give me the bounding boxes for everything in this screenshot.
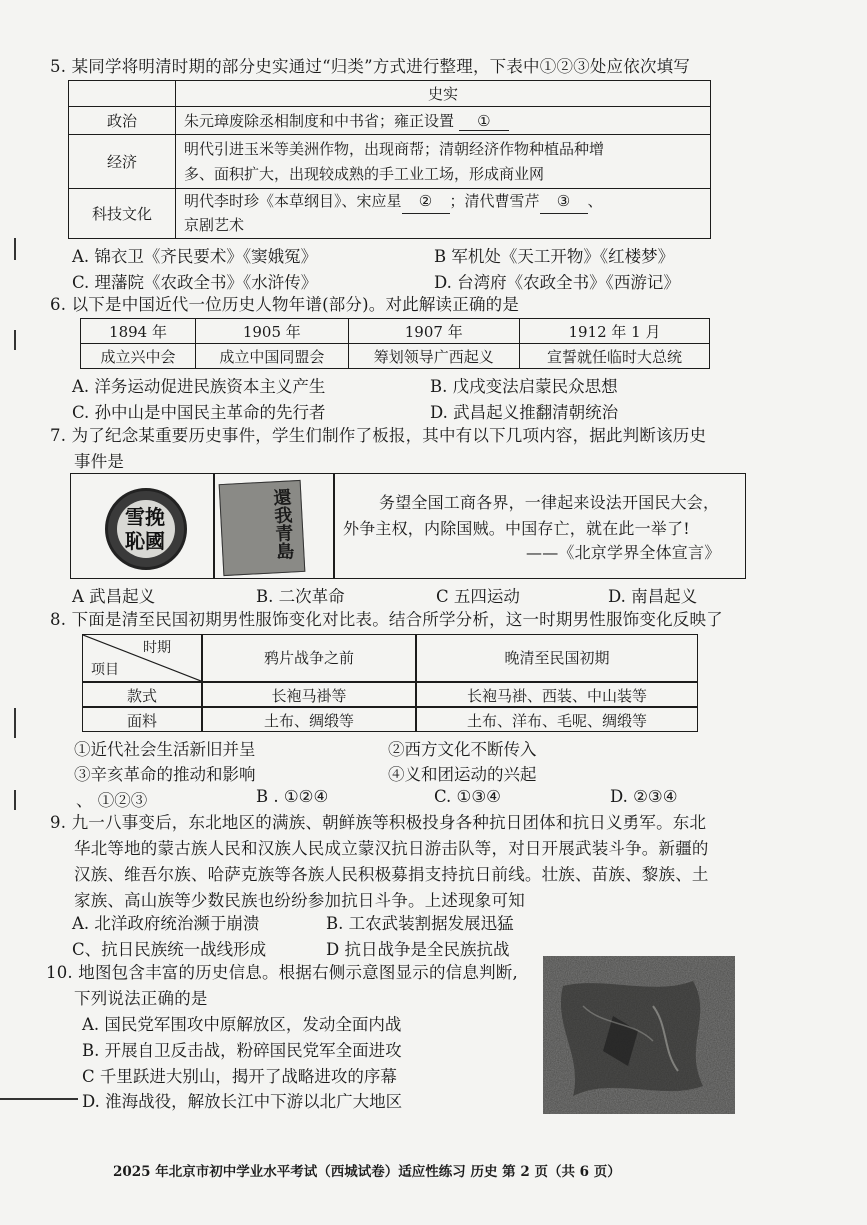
q8-cell: 土布、洋布、毛呢、绸缎等 [466, 712, 647, 730]
q8-row-label: 面料 [126, 712, 157, 730]
q8-row-label: 款式 [126, 687, 157, 705]
q8-cell: 长袍马褂等 [271, 687, 347, 705]
q10-stem: 下列说法正确的是 [74, 989, 208, 1008]
q7-quote: 外争主权，内除国贼。中国存亡，就在此一举了! [343, 519, 690, 538]
q6-year: 1905 年 [196, 319, 349, 344]
q6-event: 宣誓就任临时大总统 [519, 344, 709, 369]
q8-option-c: C. ①③④ [434, 787, 501, 806]
q8-option-a: 、 ①②③ [76, 791, 148, 810]
q7-option-d: D. 南昌起义 [608, 587, 698, 606]
q6-option-d: D. 武昌起义推翻清朝统治 [430, 403, 619, 422]
binding-mark [14, 790, 16, 810]
q10-option-d: D. 淮海战役，解放长江中下游以北广大地区 [82, 1092, 403, 1111]
q10-stem: 10. 地图包含丰富的历史信息。根据右侧示意图显示的信息判断, [46, 963, 518, 982]
q5-row-politics: 朱元璋废除丞相制度和中书省；雍正设置 ① [176, 107, 711, 135]
q6-timeline-table [80, 318, 710, 369]
q6-year: 1907 年 [348, 319, 519, 344]
q7-quote-source: ——《北京学界全体宣言》 [526, 543, 721, 562]
q7-option-a: A 武昌起义 [72, 587, 156, 606]
q8-corner-label: 项目 [91, 662, 119, 678]
q5-stem: 5. 某同学将明清时期的部分史实通过“归类”方式进行整理，下表中①②③处应依次填写 [50, 57, 691, 76]
q5-option-a: A. 锦衣卫《齐民要术》《窦娥冤》 [72, 247, 318, 266]
q7-option-c: C 五四运动 [436, 587, 520, 606]
protest-leaflet-image: 還我青島 [219, 480, 306, 576]
q8-col-header: 鸦片战争之前 [263, 649, 354, 667]
binding-mark [14, 330, 16, 350]
q5-row-label: 政治 [69, 107, 176, 135]
commemorative-badge-image: 雪挽恥國 [105, 488, 187, 570]
binding-mark [14, 708, 16, 738]
page-footer: 2025 年北京市初中学业水平考试（西城试卷）适应性练习 历史 第 2 页（共 6 页） [113, 1164, 621, 1180]
q9-stem: 家族、高山族等少数民族也纷纷参加抗日斗争。上述现象可知 [74, 891, 525, 910]
q6-option-c: C. 孙中山是中国民主革命的先行者 [72, 403, 326, 422]
q5-row-label: 经济 [69, 135, 176, 189]
q6-stem: 6. 以下是中国近代一位历史人物年谱(部分)。对此解读正确的是 [50, 295, 520, 314]
q9-option-b: B. 工农武装割据发展迅猛 [326, 914, 514, 933]
historical-map-image [543, 956, 735, 1114]
q5-option-c: C. 理藩院《农政全书》《水浒传》 [72, 273, 318, 292]
q7-stem: 事件是 [74, 452, 125, 471]
q6-event: 筹划领导广西起义 [348, 344, 519, 369]
q10-option-b: B. 开展自卫反击战，粉碎国民党军全面进攻 [82, 1041, 402, 1060]
q7-board [70, 473, 746, 579]
q7-stem: 7. 为了纪念某重要历史事件，学生们制作了板报，其中有以下几项内容，据此判断该历史 [50, 426, 707, 445]
q6-option-b: B. 戊戌变法启蒙民众思想 [430, 377, 618, 396]
cut-line [0, 1098, 78, 1100]
q6-year: 1912 年 1 月 [519, 319, 709, 344]
q9-stem: 华北等地的蒙古族人民和汉族人民成立蒙汉抗日游击队等，对日开展武装斗争。新疆的 [74, 839, 709, 858]
q7-quote: 务望全国工商各界，一律起来设法开国民大会， [379, 493, 720, 512]
q8-cell: 土布、绸缎等 [263, 712, 354, 730]
q5-table [68, 80, 711, 239]
q8-corner-label: 时期 [143, 640, 171, 656]
q8-item: ②西方文化不断传入 [388, 740, 537, 759]
q8-stem: 8. 下面是清至民国初期男性服饰变化对比表。结合所学分析，这一时期男性服饰变化反映了 [50, 610, 723, 629]
board-divider [213, 474, 215, 578]
q5-option-b: B 军机处《天工开物》《红楼梦》 [434, 247, 675, 266]
q8-col-header: 晚清至民国初期 [504, 649, 610, 667]
q8-option-b: B . ①②④ [256, 787, 329, 806]
q5-row-culture: 明代李时珍《本草纲目》、宋应星 ② ；清代曹雪芹 ③ 、 京剧艺术 [176, 189, 711, 239]
q9-option-d: D 抗日战争是全民族抗战 [326, 940, 510, 959]
q8-option-d: D. ②③④ [610, 787, 678, 806]
q8-cell: 长袍马褂、西装、中山装等 [466, 687, 647, 705]
blank-3: ③ [540, 190, 588, 214]
q9-stem: 9. 九一八事变后，东北地区的满族、朝鲜族等积极投身各种抗日团体和抗日义勇军。东北 [50, 813, 707, 832]
q6-year: 1894 年 [81, 319, 196, 344]
q10-option-a: A. 国民党军围攻中原解放区，发动全面内战 [82, 1015, 402, 1034]
q8-table [82, 634, 698, 732]
q10-option-c: C 千里跃进大别山，揭开了战略进攻的序幕 [82, 1067, 397, 1086]
q5-table-header: 史实 [176, 81, 711, 107]
q9-option-a: A. 北洋政府统治濒于崩溃 [72, 914, 260, 933]
q9-stem: 汉族、维吾尔族、哈萨克族等各族人民积极募捐支持抗日前线。壮族、苗族、黎族、土 [74, 865, 709, 884]
q5-option-d: D. 台湾府《农政全书》《西游记》 [434, 273, 680, 292]
q5-row-label: 科技文化 [69, 189, 176, 239]
q6-event: 成立中国同盟会 [196, 344, 349, 369]
binding-mark [14, 238, 16, 260]
q8-item: ①近代社会生活新旧并呈 [74, 740, 256, 759]
q8-item: ④义和团运动的兴起 [388, 765, 537, 784]
q6-event: 成立兴中会 [81, 344, 196, 369]
q8-item: ③辛亥革命的推动和影响 [74, 765, 256, 784]
blank-1: ① [459, 112, 509, 131]
q6-option-a: A. 洋务运动促进民族资本主义产生 [72, 377, 326, 396]
board-divider [333, 474, 335, 578]
q9-option-c: C、抗日民族统一战线形成 [72, 940, 267, 959]
q7-option-b: B. 二次革命 [256, 587, 345, 606]
q5-row-economy: 明代引进玉米等美洲作物，出现商帮；清朝经济作物种植品种增 多、面积扩大，出现较成熟的手工业工场，形成商业网 [176, 135, 711, 189]
blank-2: ② [402, 190, 450, 214]
